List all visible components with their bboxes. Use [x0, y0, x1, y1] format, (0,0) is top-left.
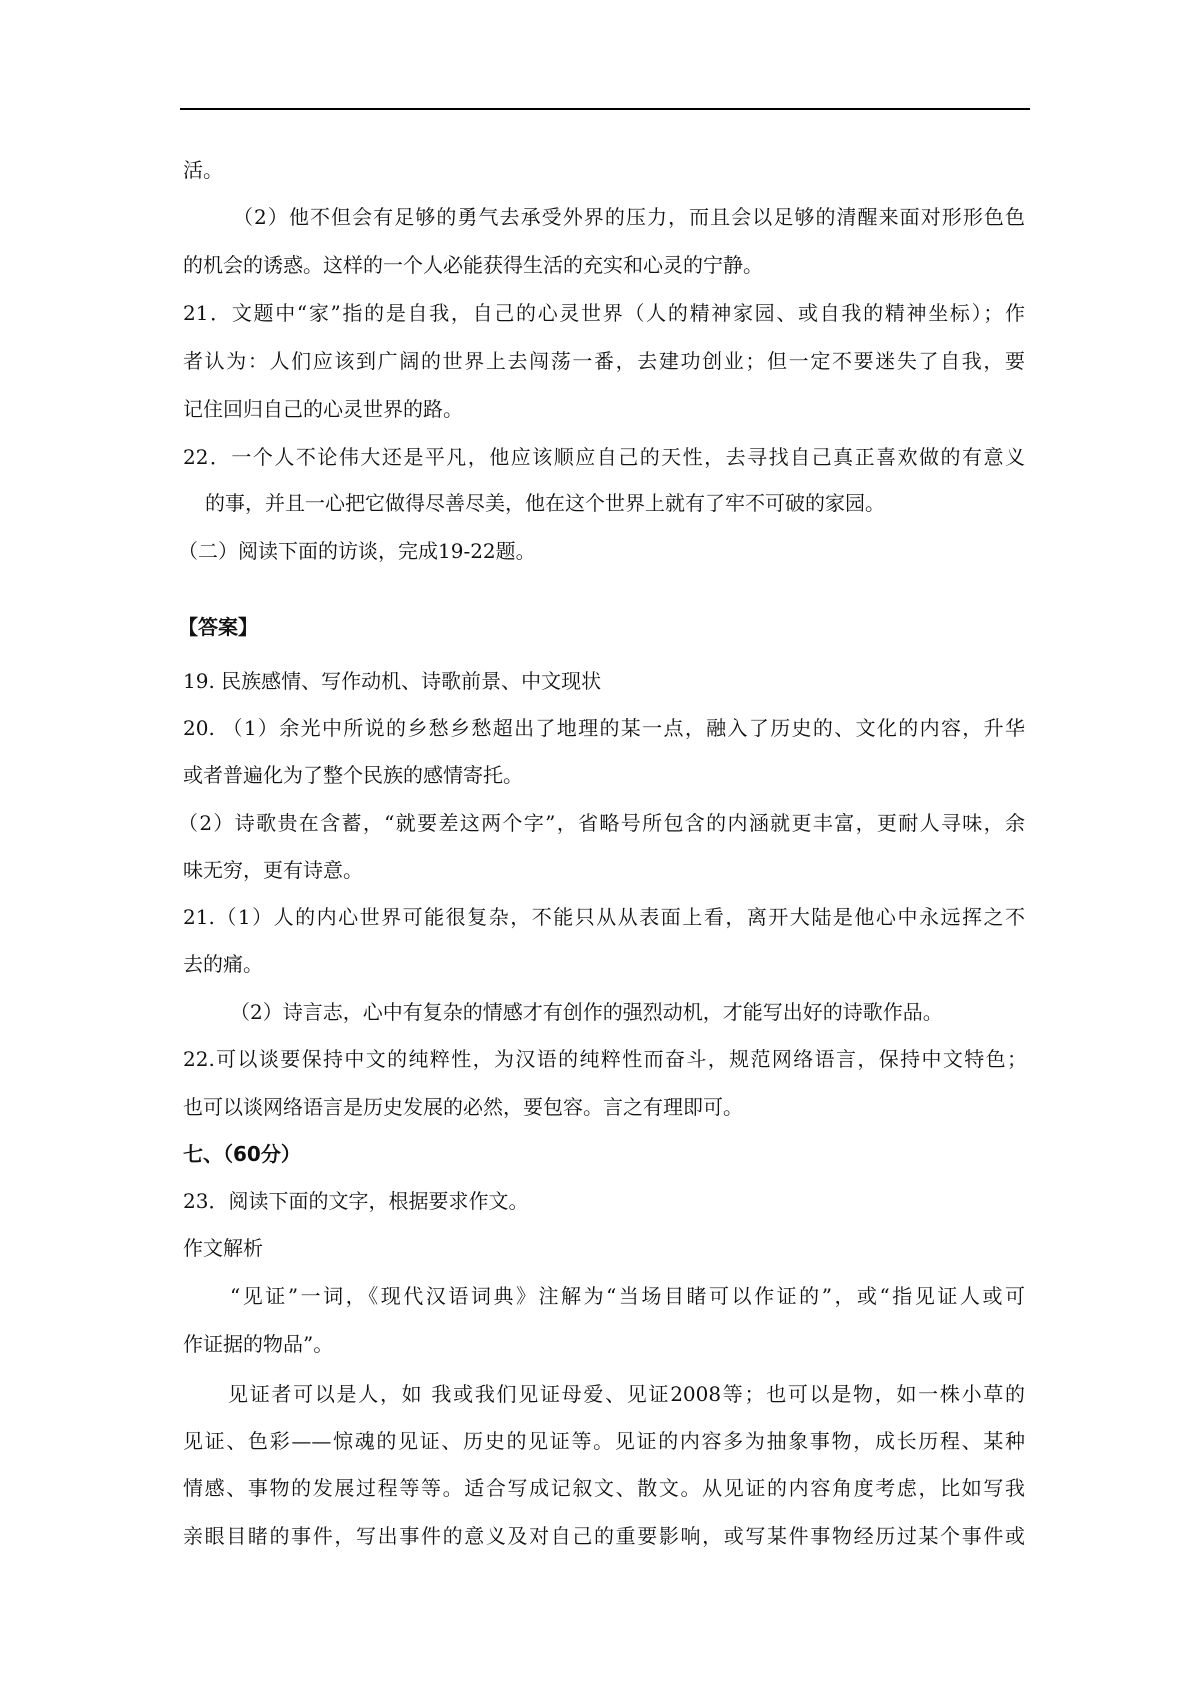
text-line: 或者普遍化为了整个民族的感情寄托。: [183, 763, 523, 787]
text-line: 23．阅读下面的文字，根据要求作文。: [183, 1189, 529, 1213]
text-line: 作证据的物品”。: [183, 1332, 334, 1356]
section-heading: 七、（60分）: [183, 1142, 301, 1166]
text-line: 情感、事物的发展过程等等。适合写成记叙文、散文。从见证的内容角度考虑，比如写我: [183, 1476, 1025, 1500]
text-line: 记住回归自己的心灵世界的路。: [183, 397, 463, 421]
text-line: 21．文题中“家”指的是自我，自己的心灵世界（人的精神家园、或自我的精神坐标）；作: [183, 301, 1025, 325]
text-line: 22．一个人不论伟大还是平凡，他应该顺应自己的天性，去寻找自己真正喜欢做的有意义: [183, 445, 1025, 469]
text-line: 的机会的诱惑。这样的一个人必能获得生活的充实和心灵的宁静。: [183, 253, 763, 277]
text-line: 去的痛。: [183, 952, 263, 976]
text-line: “见证”一词，《现代汉语词典》注解为“当场目睹可以作证的”，或“指见证人或可: [230, 1284, 1025, 1308]
text-line: 作文解析: [183, 1236, 263, 1260]
text-line: 20. （1）余光中所说的乡愁乡愁超出了地理的某一点，融入了历史的、文化的内容，升华: [183, 716, 1025, 740]
text-line: 22.可以谈要保持中文的纯粹性，为汉语的纯粹性而奋斗，规范网络语言，保持中文特色；: [183, 1047, 1027, 1071]
text-line: 见证者可以是人，如 我或我们见证母爱、见证2008等；也可以是物，如一株小草的: [228, 1382, 1025, 1406]
text-line: 者认为：人们应该到广阔的世界上去闯荡一番，去建功创业；但一定不要迷失了自我，要: [183, 349, 1025, 373]
text-line: 活。: [183, 158, 223, 182]
text-line: 19. 民族感情、写作动机、诗歌前景、中文现状: [183, 669, 602, 693]
text-line: （2）诗言志，心中有复杂的情感才有创作的强烈动机，才能写出好的诗歌作品。: [230, 1000, 943, 1024]
text-line: 亲眼目睹的事件，写出事件的意义及对自己的重要影响，或写某件事物经历过某个事件或: [183, 1524, 1025, 1548]
answer-heading: 【答案】: [178, 615, 258, 639]
text-line: （2）诗歌贵在含蓄，“就要差这两个字”，省略号所包含的内涵就更丰富，更耐人寻味，余: [178, 811, 1025, 835]
text-line: （2）他不但会有足够的勇气去承受外界的压力，而且会以足够的清醒来面对形形色色: [233, 205, 1025, 229]
text-line: 21.（1）人的内心世界可能很复杂，不能只从从表面上看，离开大陆是他心中永远挥之不: [183, 905, 1025, 929]
text-line: 的事，并且一心把它做得尽善尽美，他在这个世界上就有了牢不可破的家园。: [205, 491, 885, 515]
header-rule: [180, 108, 1030, 110]
text-line: 见证、色彩——惊魂的见证、历史的见证等。见证的内容多为抽象事物，成长历程、某种: [183, 1429, 1025, 1453]
text-line: 也可以谈网络语言是历史发展的必然，要包容。言之有理即可。: [183, 1095, 743, 1119]
text-line: （二）阅读下面的访谈，完成19-22题。: [178, 539, 536, 563]
text-line: 味无穷，更有诗意。: [183, 858, 363, 882]
